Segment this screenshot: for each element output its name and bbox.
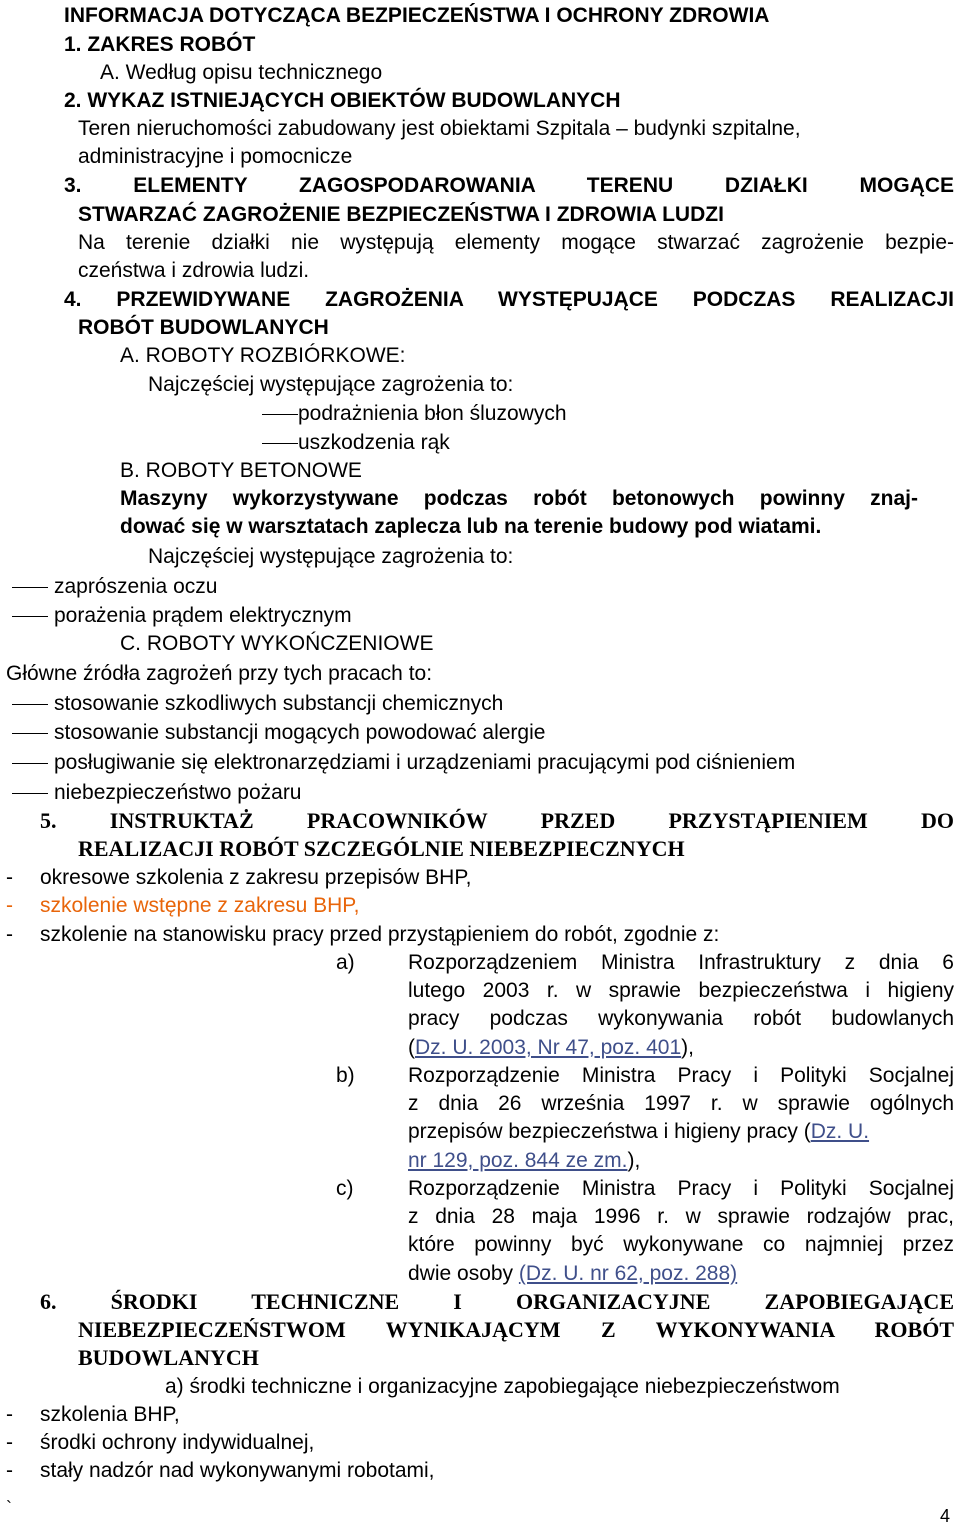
section-6-heading-cont: NIEBEZPIECZEŃSTWOM WYNIKAJĄCYM Z WYKONYWANIA ROBÓT [78,1317,954,1342]
legal-reference-link[interactable]: nr 129, poz. 844 ze zm. [408,1149,628,1172]
list-item: uszkodzenia rąk [298,431,450,454]
section-2-text-line: Teren nieruchomości zabudowany jest obiektami Szpitala – budynki szpitalne, [78,117,801,140]
subsection-a-intro: Najczęściej występujące zagrożenia to: [148,373,514,396]
section-3-text-line: Na terenie działki nie występują elementy mogące stwarzać zagrożenie bezpie- [78,231,954,254]
list-item: porażenia prądem elektrycznym [54,604,352,627]
section-3-heading-cont: STWARZAĆ ZAGROŻENIE BEZPIECZEŃSTWA I ZDROWIA LUDZI [78,203,724,226]
regulation-line: z dnia 28 maja 1996 r. w sprawie rodzajów prac, [408,1205,954,1228]
subsection-c-heading: C. ROBOTY WYKOŃCZENIOWE [120,632,434,655]
regulation-line: z dnia 26 września 1997 r. w sprawie ogólnych [408,1092,954,1115]
hyphen-bullet: - [6,1459,13,1482]
list-item: środki ochrony indywidualnej, [40,1431,315,1454]
regulation-line: Rozporządzeniem Ministra Infrastruktury z dnia 6 [408,951,954,974]
hyphen-bullet: - [6,1431,13,1454]
section-2-heading: 2. WYKAZ ISTNIEJĄCYCH OBIEKTÓW BUDOWLANYCH [64,89,621,112]
hyphen-bullet: - [6,894,13,917]
subsection-b-bold-line: Maszyny wykorzystywane podczas robót betonowych powinny znaj- [120,487,918,510]
subsection-c-intro: Główne źródła zagrożeń przy tych pracach to: [6,662,433,685]
regulation-line: Rozporządzenie Ministra Pracy i Polityki Socjalnej [408,1177,954,1200]
section-3-text-line: czeństwa i zdrowia ludzi. [78,259,310,282]
list-item: posługiwanie się elektronarzędziami i urządzeniami pracującymi pod ciśnieniem [54,751,796,774]
regulation-label: c) [336,1177,354,1200]
hyphen-bullet: - [6,1403,13,1426]
regulation-label: a) [336,951,355,974]
dash-bullet [12,587,48,588]
list-item: szkolenie na stanowisku pracy przed przystąpieniem do robót, zgodnie z: [40,923,720,946]
regulation-line: pracy podczas wykonywania robót budowlanych [408,1007,954,1030]
page-number: 4 [940,1506,951,1526]
hyphen-bullet: - [6,923,13,946]
section-6-heading-cont: BUDOWLANYCH [78,1345,259,1370]
list-item: stosowanie substancji mogących powodować alergie [54,721,546,744]
regulation-line: lutego 2003 r. w sprawie bezpieczeństwa i higieny [408,979,954,1002]
section-6-subheading: a) środki techniczne i organizacyjne zapobiegające niebezpieczeństwom [165,1375,840,1398]
subsection-b-heading: B. ROBOTY BETONOWE [120,459,362,482]
dash-bullet [262,443,298,444]
list-item: zaprószenia oczu [54,575,218,598]
section-3-heading: 3. ELEMENTY ZAGOSPODAROWANIA TERENU DZIAŁKI MOGĄCE [64,174,954,197]
section-1-heading: 1. ZAKRES ROBÓT [64,33,256,56]
dash-bullet [12,733,48,734]
section-4-heading: 4. PRZEWIDYWANE ZAGROŻENIA WYSTĘPUJĄCE PODCZAS REALIZACJI [64,288,954,311]
list-item: stosowanie szkodliwych substancji chemicznych [54,692,504,715]
list-item: szkolenia BHP, [40,1403,180,1426]
list-item: niebezpieczeństwo pożaru [54,781,302,804]
dash-bullet [262,414,298,415]
list-item: podrażnienia błon śluzowych [298,402,567,425]
dash-bullet [12,704,48,705]
regulation-line: (Dz. U. 2003, Nr 47, poz. 401), [408,1036,694,1059]
regulation-label: b) [336,1064,355,1087]
list-item: stały nadzór nad wykonywanymi robotami, [40,1459,435,1482]
section-6-heading: 6. ŚRODKI TECHNICZNE I ORGANIZACYJNE ZAPOBIEGAJĄCE [40,1289,954,1314]
footer-mark: ` [6,1498,12,1518]
dash-bullet [12,616,48,617]
regulation-line: które powinny być wykonywane co najmniej przez [408,1233,954,1256]
document-title: INFORMACJA DOTYCZĄCA BEZPIECZEŃSTWA I OCHRONY ZDROWIA [64,4,770,27]
list-item-highlighted: szkolenie wstępne z zakresu BHP, [40,894,360,917]
section-1-item-a: A. Według opisu technicznego [100,61,383,84]
section-5-heading: 5. INSTRUKTAŻ PRACOWNIKÓW PRZED PRZYSTĄPIENIEM DO [40,808,954,833]
regulation-line: Rozporządzenie Ministra Pracy i Polityki Socjalnej [408,1064,954,1087]
section-2-text-line: administracyjne i pomocnicze [78,145,353,168]
subsection-b-bold-line: dować się w warsztatach zaplecza lub na terenie budowy pod wiatami. [120,515,822,538]
dash-bullet [12,793,48,794]
legal-reference-link[interactable]: (Dz. U. nr 62, poz. 288) [518,1262,738,1285]
section-5-heading-cont: REALIZACJI ROBÓT SZCZEGÓLNIE NIEBEZPIECZNYCH [78,836,685,861]
hyphen-bullet: - [6,866,13,889]
regulation-line: przepisów bezpieczeństwa i higieny pracy (Dz. U. [408,1120,870,1143]
regulation-line: nr 129, poz. 844 ze zm.), [408,1149,641,1172]
regulation-line: dwie osoby (Dz. U. nr 62, poz. 288) [408,1262,738,1285]
legal-reference-link[interactable]: Dz. U. [810,1120,870,1143]
legal-reference-link[interactable]: Dz. U. 2003, Nr 47, poz. 401 [415,1036,682,1059]
subsection-a-heading: A. ROBOTY ROZBIÓRKOWE: [120,344,406,367]
section-4-heading-cont: ROBÓT BUDOWLANYCH [78,316,329,339]
subsection-b-intro: Najczęściej występujące zagrożenia to: [148,545,514,568]
dash-bullet [12,763,48,764]
list-item: okresowe szkolenia z zakresu przepisów BHP, [40,866,472,889]
